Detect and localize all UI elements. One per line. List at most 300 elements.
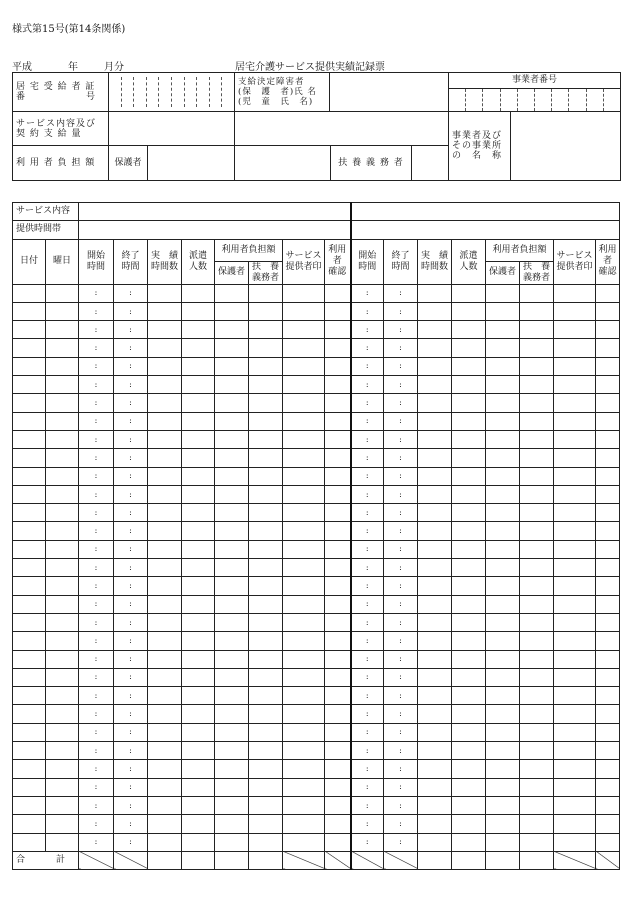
start-time-cell[interactable]: : [79,467,114,485]
end-time-cell[interactable]: : [384,815,418,833]
start-time-cell[interactable]: : [351,284,384,302]
start-time-cell[interactable]: : [351,723,384,741]
record-cell[interactable] [554,723,596,741]
record-cell[interactable] [486,595,520,613]
record-cell[interactable] [148,760,182,778]
total-dispatch-cell[interactable] [182,851,215,869]
record-cell[interactable] [325,485,351,503]
record-cell[interactable] [182,705,215,723]
record-cell[interactable] [283,815,325,833]
record-cell[interactable] [182,504,215,522]
record-cell[interactable] [418,595,452,613]
record-cell[interactable] [148,613,182,631]
record-cell[interactable] [596,302,620,320]
business-number-field[interactable] [449,89,620,111]
record-cell[interactable] [148,485,182,503]
record-cell[interactable] [486,577,520,595]
record-cell[interactable] [486,412,520,430]
record-cell[interactable] [520,357,554,375]
record-cell[interactable] [148,796,182,814]
record-cell[interactable] [596,430,620,448]
record-cell[interactable] [554,650,596,668]
record-cell[interactable] [596,504,620,522]
record-cell[interactable] [249,504,283,522]
record-cell[interactable] [418,668,452,686]
record-cell[interactable] [554,613,596,631]
record-cell[interactable] [182,723,215,741]
record-cell[interactable] [486,504,520,522]
record-cell[interactable] [148,742,182,760]
record-cell[interactable] [520,742,554,760]
record-cell[interactable] [596,376,620,394]
date-cell[interactable] [13,302,46,320]
record-cell[interactable] [148,357,182,375]
record-cell[interactable] [283,339,325,357]
record-cell[interactable] [452,687,486,705]
end-time-cell[interactable]: : [384,687,418,705]
weekday-cell[interactable] [46,668,79,686]
record-cell[interactable] [148,723,182,741]
date-cell[interactable] [13,577,46,595]
record-cell[interactable] [215,613,249,631]
start-time-cell[interactable]: : [79,687,114,705]
record-cell[interactable] [148,522,182,540]
record-cell[interactable] [596,613,620,631]
business-name-field[interactable] [511,112,621,181]
record-cell[interactable] [215,796,249,814]
record-cell[interactable] [520,632,554,650]
record-cell[interactable] [418,339,452,357]
record-cell[interactable] [520,321,554,339]
record-cell[interactable] [554,815,596,833]
start-time-cell[interactable]: : [79,742,114,760]
record-cell[interactable] [283,357,325,375]
record-cell[interactable] [520,284,554,302]
record-cell[interactable] [215,778,249,796]
date-cell[interactable] [13,357,46,375]
record-cell[interactable] [182,796,215,814]
record-cell[interactable] [215,449,249,467]
record-cell[interactable] [215,284,249,302]
record-cell[interactable] [249,376,283,394]
record-cell[interactable] [182,687,215,705]
record-cell[interactable] [249,632,283,650]
record-cell[interactable] [452,742,486,760]
record-cell[interactable] [520,449,554,467]
record-cell[interactable] [148,284,182,302]
total-hours-cell[interactable] [148,851,182,869]
weekday-cell[interactable] [46,742,79,760]
record-cell[interactable] [182,339,215,357]
record-cell[interactable] [418,760,452,778]
date-cell[interactable] [13,449,46,467]
record-cell[interactable] [554,540,596,558]
record-cell[interactable] [325,284,351,302]
record-cell[interactable] [148,650,182,668]
end-time-cell[interactable]: : [114,394,148,412]
record-cell[interactable] [486,650,520,668]
record-cell[interactable] [520,485,554,503]
record-cell[interactable] [486,302,520,320]
start-time-cell[interactable]: : [79,412,114,430]
record-cell[interactable] [418,485,452,503]
record-cell[interactable] [325,302,351,320]
end-time-cell[interactable]: : [114,559,148,577]
record-cell[interactable] [249,796,283,814]
contract-amount-field[interactable] [109,112,235,146]
record-cell[interactable] [452,485,486,503]
record-cell[interactable] [249,467,283,485]
record-cell[interactable] [554,449,596,467]
weekday-cell[interactable] [46,815,79,833]
record-cell[interactable] [554,632,596,650]
record-cell[interactable] [554,376,596,394]
record-cell[interactable] [418,376,452,394]
record-cell[interactable] [520,559,554,577]
record-cell[interactable] [215,723,249,741]
end-time-cell[interactable]: : [384,613,418,631]
record-cell[interactable] [182,778,215,796]
record-cell[interactable] [283,632,325,650]
record-cell[interactable] [215,302,249,320]
start-time-cell[interactable]: : [351,742,384,760]
record-cell[interactable] [215,668,249,686]
end-time-cell[interactable]: : [114,485,148,503]
record-cell[interactable] [520,376,554,394]
record-cell[interactable] [418,449,452,467]
record-cell[interactable] [596,687,620,705]
date-cell[interactable] [13,540,46,558]
record-cell[interactable] [520,705,554,723]
record-cell[interactable] [452,760,486,778]
end-time-cell[interactable]: : [114,613,148,631]
date-cell[interactable] [13,742,46,760]
record-cell[interactable] [596,577,620,595]
record-cell[interactable] [554,559,596,577]
weekday-cell[interactable] [46,778,79,796]
start-time-cell[interactable]: : [351,577,384,595]
start-time-cell[interactable]: : [79,357,114,375]
record-cell[interactable] [182,815,215,833]
end-time-cell[interactable]: : [384,504,418,522]
record-cell[interactable] [283,668,325,686]
record-cell[interactable] [418,705,452,723]
record-cell[interactable] [148,430,182,448]
record-cell[interactable] [325,815,351,833]
record-cell[interactable] [554,339,596,357]
record-cell[interactable] [596,522,620,540]
end-time-cell[interactable]: : [114,339,148,357]
weekday-cell[interactable] [46,577,79,595]
record-cell[interactable] [283,430,325,448]
record-cell[interactable] [520,687,554,705]
start-time-cell[interactable]: : [351,650,384,668]
record-cell[interactable] [486,742,520,760]
record-cell[interactable] [452,595,486,613]
record-cell[interactable] [325,613,351,631]
record-cell[interactable] [148,577,182,595]
record-cell[interactable] [325,449,351,467]
end-time-cell[interactable]: : [384,430,418,448]
record-cell[interactable] [554,485,596,503]
record-cell[interactable] [215,540,249,558]
record-cell[interactable] [452,540,486,558]
record-cell[interactable] [283,705,325,723]
start-time-cell[interactable]: : [351,449,384,467]
end-time-cell[interactable]: : [114,412,148,430]
record-cell[interactable] [596,321,620,339]
weekday-cell[interactable] [46,723,79,741]
record-cell[interactable] [148,632,182,650]
contract-amount-field-2[interactable] [235,112,449,146]
start-time-cell[interactable]: : [79,321,114,339]
weekday-cell[interactable] [46,394,79,412]
date-cell[interactable] [13,376,46,394]
record-cell[interactable] [452,467,486,485]
record-cell[interactable] [215,815,249,833]
record-cell[interactable] [520,339,554,357]
record-cell[interactable] [596,540,620,558]
record-cell[interactable] [418,284,452,302]
record-cell[interactable] [148,705,182,723]
date-cell[interactable] [13,504,46,522]
record-cell[interactable] [325,723,351,741]
total-guardian-cell[interactable] [215,851,249,869]
record-cell[interactable] [596,796,620,814]
record-cell[interactable] [249,284,283,302]
start-time-cell[interactable]: : [351,394,384,412]
record-cell[interactable] [283,376,325,394]
date-cell[interactable] [13,412,46,430]
start-time-cell[interactable]: : [351,559,384,577]
start-time-cell[interactable]: : [79,449,114,467]
start-time-cell[interactable]: : [351,467,384,485]
record-cell[interactable] [148,815,182,833]
start-time-cell[interactable]: : [351,778,384,796]
start-time-cell[interactable]: : [351,504,384,522]
start-time-cell[interactable]: : [79,833,114,851]
record-cell[interactable] [452,650,486,668]
record-cell[interactable] [486,522,520,540]
record-cell[interactable] [418,687,452,705]
record-cell[interactable] [148,376,182,394]
end-time-cell[interactable]: : [384,302,418,320]
record-cell[interactable] [283,449,325,467]
record-cell[interactable] [418,412,452,430]
end-time-cell[interactable]: : [114,833,148,851]
record-cell[interactable] [554,522,596,540]
weekday-cell[interactable] [46,430,79,448]
record-cell[interactable] [486,467,520,485]
record-cell[interactable] [283,504,325,522]
end-time-cell[interactable]: : [114,430,148,448]
record-cell[interactable] [249,394,283,412]
record-cell[interactable] [215,760,249,778]
record-cell[interactable] [554,742,596,760]
record-cell[interactable] [486,284,520,302]
record-cell[interactable] [554,687,596,705]
total-dispatch-cell[interactable] [452,851,486,869]
start-time-cell[interactable]: : [351,485,384,503]
weekday-cell[interactable] [46,449,79,467]
record-cell[interactable] [182,376,215,394]
end-time-cell[interactable]: : [384,705,418,723]
record-cell[interactable] [452,778,486,796]
start-time-cell[interactable]: : [351,339,384,357]
record-cell[interactable] [596,595,620,613]
record-cell[interactable] [325,339,351,357]
end-time-cell[interactable]: : [384,412,418,430]
record-cell[interactable] [182,668,215,686]
start-time-cell[interactable]: : [79,632,114,650]
weekday-cell[interactable] [46,796,79,814]
record-cell[interactable] [182,540,215,558]
weekday-cell[interactable] [46,522,79,540]
end-time-cell[interactable]: : [114,376,148,394]
record-cell[interactable] [148,687,182,705]
record-cell[interactable] [182,595,215,613]
record-cell[interactable] [215,522,249,540]
weekday-cell[interactable] [46,485,79,503]
end-time-cell[interactable]: : [384,778,418,796]
record-cell[interactable] [283,522,325,540]
start-time-cell[interactable]: : [351,632,384,650]
start-time-cell[interactable]: : [351,705,384,723]
date-cell[interactable] [13,778,46,796]
end-time-cell[interactable]: : [114,467,148,485]
record-cell[interactable] [325,412,351,430]
end-time-cell[interactable]: : [384,742,418,760]
record-cell[interactable] [283,394,325,412]
end-time-cell[interactable]: : [114,815,148,833]
weekday-cell[interactable] [46,632,79,650]
record-cell[interactable] [520,815,554,833]
date-cell[interactable] [13,284,46,302]
record-cell[interactable] [325,687,351,705]
record-cell[interactable] [148,595,182,613]
record-cell[interactable] [596,778,620,796]
record-cell[interactable] [418,357,452,375]
end-time-cell[interactable]: : [114,760,148,778]
record-cell[interactable] [249,559,283,577]
weekday-cell[interactable] [46,467,79,485]
record-cell[interactable] [215,339,249,357]
record-cell[interactable] [249,742,283,760]
date-cell[interactable] [13,723,46,741]
record-cell[interactable] [418,504,452,522]
record-cell[interactable] [249,815,283,833]
end-time-cell[interactable]: : [114,504,148,522]
record-cell[interactable] [418,778,452,796]
end-time-cell[interactable]: : [114,302,148,320]
date-cell[interactable] [13,522,46,540]
record-cell[interactable] [148,321,182,339]
record-cell[interactable] [182,302,215,320]
record-cell[interactable] [418,723,452,741]
record-cell[interactable] [418,394,452,412]
record-cell[interactable] [148,504,182,522]
record-cell[interactable] [452,815,486,833]
record-cell[interactable] [249,357,283,375]
record-cell[interactable] [554,705,596,723]
record-cell[interactable] [182,357,215,375]
record-cell[interactable] [325,833,351,851]
record-cell[interactable] [182,613,215,631]
record-cell[interactable] [452,504,486,522]
start-time-cell[interactable]: : [79,522,114,540]
record-cell[interactable] [283,559,325,577]
record-cell[interactable] [249,577,283,595]
record-cell[interactable] [418,650,452,668]
record-cell[interactable] [452,833,486,851]
record-cell[interactable] [596,833,620,851]
record-cell[interactable] [249,668,283,686]
date-cell[interactable] [13,705,46,723]
date-cell[interactable] [13,467,46,485]
start-time-cell[interactable]: : [79,723,114,741]
record-cell[interactable] [452,613,486,631]
end-time-cell[interactable]: : [384,449,418,467]
record-cell[interactable] [418,540,452,558]
record-cell[interactable] [554,760,596,778]
record-cell[interactable] [249,595,283,613]
start-time-cell[interactable]: : [79,394,114,412]
record-cell[interactable] [148,559,182,577]
record-cell[interactable] [452,559,486,577]
record-cell[interactable] [452,723,486,741]
record-cell[interactable] [452,522,486,540]
start-time-cell[interactable]: : [79,430,114,448]
weekday-cell[interactable] [46,559,79,577]
record-cell[interactable] [215,742,249,760]
record-cell[interactable] [249,687,283,705]
record-cell[interactable] [486,668,520,686]
start-time-cell[interactable]: : [351,668,384,686]
record-cell[interactable] [554,284,596,302]
record-cell[interactable] [249,430,283,448]
end-time-cell[interactable]: : [384,376,418,394]
record-cell[interactable] [148,540,182,558]
record-cell[interactable] [596,705,620,723]
end-time-cell[interactable]: : [114,687,148,705]
record-cell[interactable] [249,522,283,540]
date-cell[interactable] [13,613,46,631]
record-cell[interactable] [520,540,554,558]
date-cell[interactable] [13,485,46,503]
record-cell[interactable] [486,613,520,631]
record-cell[interactable] [554,577,596,595]
record-cell[interactable] [283,833,325,851]
weekday-cell[interactable] [46,412,79,430]
record-cell[interactable] [325,559,351,577]
record-cell[interactable] [215,485,249,503]
record-cell[interactable] [215,430,249,448]
record-cell[interactable] [486,687,520,705]
record-cell[interactable] [520,522,554,540]
start-time-cell[interactable]: : [79,796,114,814]
record-cell[interactable] [249,321,283,339]
end-time-cell[interactable]: : [384,559,418,577]
record-cell[interactable] [249,302,283,320]
end-time-cell[interactable]: : [114,540,148,558]
end-time-cell[interactable]: : [384,357,418,375]
record-cell[interactable] [486,357,520,375]
record-cell[interactable] [596,357,620,375]
record-cell[interactable] [554,833,596,851]
record-cell[interactable] [148,467,182,485]
date-cell[interactable] [13,815,46,833]
record-cell[interactable] [554,668,596,686]
